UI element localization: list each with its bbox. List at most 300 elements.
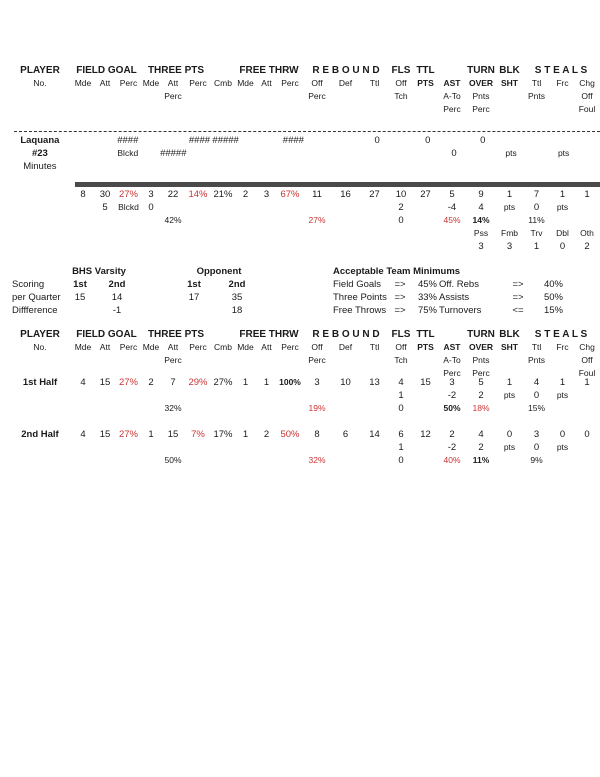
minimum-label: Turnovers	[439, 305, 482, 316]
empty-cell	[575, 214, 599, 227]
cell: 1	[533, 241, 540, 252]
empty-cell	[94, 240, 116, 253]
cell: Blckd	[118, 202, 139, 212]
cell: Perc	[164, 355, 182, 365]
cell: No.	[33, 342, 47, 352]
score-value: 35	[231, 292, 243, 303]
empty-cell	[235, 214, 256, 227]
cell: 10	[395, 189, 407, 200]
empty-cell	[277, 389, 303, 402]
cell: Att	[167, 342, 179, 352]
cell: A-To	[443, 91, 461, 101]
cell: 3	[449, 377, 455, 388]
empty-cell	[185, 201, 211, 214]
col-label: 2nd	[228, 279, 246, 290]
cell: Mde	[237, 342, 254, 352]
cell: Frc	[556, 78, 569, 88]
cell: TTL	[416, 65, 435, 76]
empty-cell	[141, 90, 161, 103]
empty-cell	[94, 214, 116, 227]
empty-cell	[185, 441, 211, 454]
empty-cell	[363, 160, 392, 173]
cell: 50%	[164, 455, 182, 465]
cell: 9%	[530, 455, 543, 465]
empty-cell	[331, 389, 360, 402]
empty-cell	[392, 147, 416, 160]
cell: Perc	[472, 368, 490, 378]
cell: 0	[559, 241, 566, 252]
empty-cell	[211, 103, 235, 116]
empty-cell	[211, 214, 235, 227]
empty-cell	[498, 160, 525, 173]
row-label-per-quarter: per Quarter	[12, 292, 61, 303]
cell: TTL	[416, 329, 435, 340]
empty-cell	[331, 214, 360, 227]
cell: 1	[398, 442, 404, 453]
cell: PTS	[417, 342, 434, 352]
row-label-difference: Diffference	[12, 305, 58, 316]
empty-cell	[576, 134, 600, 147]
empty-cell	[8, 240, 72, 253]
empty-cell	[303, 103, 331, 116]
empty-cell	[94, 160, 116, 173]
empty-cell	[392, 134, 416, 147]
cell: Chg	[579, 342, 595, 352]
cell: 6	[398, 429, 404, 440]
empty-cell	[116, 240, 141, 253]
empty-cell	[185, 227, 211, 240]
cell: 1	[242, 429, 249, 440]
empty-cell	[211, 354, 235, 367]
empty-cell	[468, 147, 498, 160]
empty-cell	[360, 441, 389, 454]
cell: 27%	[308, 215, 326, 225]
cell: 0	[533, 442, 540, 453]
cell: Off	[395, 342, 407, 352]
cell: 14	[369, 429, 380, 440]
cell: 5	[449, 189, 455, 200]
cell: SHT	[501, 78, 518, 88]
cell: -2	[447, 390, 457, 401]
cell: 3	[263, 189, 270, 200]
empty-cell	[306, 147, 334, 160]
cell: Minutes	[23, 161, 57, 172]
cell: 2	[584, 241, 590, 252]
empty-cell	[211, 328, 235, 341]
empty-cell	[413, 103, 438, 116]
empty-cell	[415, 160, 440, 173]
cell: 1	[506, 377, 513, 388]
diff-value: -1	[112, 305, 122, 316]
empty-cell	[277, 90, 303, 103]
empty-cell	[496, 454, 523, 467]
empty-cell	[360, 389, 389, 402]
empty-cell	[277, 240, 303, 253]
cell: Att	[99, 342, 111, 352]
cell: 15	[167, 429, 179, 440]
empty-cell	[413, 354, 438, 367]
cell: 14%	[472, 215, 490, 225]
cell: 4	[478, 202, 484, 213]
cell: 15	[99, 377, 111, 388]
cell: 12	[420, 429, 431, 440]
minimums-title: Acceptable Team Minimums	[333, 266, 461, 277]
cell: Mde	[142, 342, 160, 352]
score-value: 17	[188, 292, 200, 303]
empty-cell	[360, 240, 389, 253]
empty-cell	[94, 354, 116, 367]
empty-cell	[186, 160, 212, 173]
empty-cell	[141, 454, 161, 467]
cell: Ttl	[531, 342, 542, 352]
empty-cell	[331, 90, 360, 103]
cell: pts	[556, 202, 569, 212]
cell: 10	[340, 377, 351, 388]
empty-cell	[551, 160, 576, 173]
cell: 0	[398, 455, 404, 466]
empty-cell	[551, 134, 576, 147]
empty-cell	[141, 402, 161, 415]
cell: 8	[314, 429, 320, 440]
empty-cell	[62, 304, 98, 317]
cell: TURN	[467, 329, 495, 340]
empty-cell	[438, 64, 466, 77]
cell: -2	[447, 442, 457, 453]
empty-cell	[575, 201, 599, 214]
empty-cell	[72, 389, 94, 402]
minimum-value: 50%	[543, 292, 563, 303]
empty-cell	[116, 441, 141, 454]
cell: pts	[503, 390, 516, 400]
cell: 18%	[472, 403, 490, 413]
cell: 27	[420, 189, 431, 200]
minimum-operator: =>	[394, 305, 406, 316]
empty-cell	[161, 201, 185, 214]
cell: 1	[559, 189, 566, 200]
empty-cell	[277, 402, 303, 415]
empty-cell	[8, 402, 72, 415]
empty-cell	[235, 103, 256, 116]
empty-cell	[331, 103, 360, 116]
cell: #23	[31, 148, 48, 159]
cell: pts	[503, 442, 516, 452]
cell: 50%	[280, 429, 300, 440]
empty-cell	[212, 147, 238, 160]
minimum-label: Off. Rebs	[439, 279, 479, 290]
cell: Pnts	[527, 355, 545, 365]
cell: pts	[503, 202, 516, 212]
minimum-value: 40%	[543, 279, 563, 290]
minimum-operator: =>	[512, 292, 524, 303]
empty-cell	[277, 227, 303, 240]
empty-cell	[8, 354, 72, 367]
cell: 17%	[213, 429, 233, 440]
quarter-summary-table	[12, 265, 262, 317]
empty-cell	[468, 160, 498, 173]
empty-cell	[141, 227, 161, 240]
empty-cell	[331, 402, 360, 415]
cell: FREE THRW	[239, 329, 299, 340]
cell: 11%	[528, 215, 545, 225]
empty-cell	[256, 389, 277, 402]
empty-cell	[140, 134, 160, 147]
cell: 40%	[443, 455, 461, 465]
cell: 0	[533, 202, 540, 213]
cell: 1	[506, 189, 513, 200]
empty-cell	[303, 389, 331, 402]
player-row-laquana	[8, 134, 600, 173]
minimum-operator: =>	[512, 279, 524, 290]
stats-header-table-2	[8, 328, 599, 380]
empty-cell	[94, 454, 116, 467]
empty-cell	[440, 160, 468, 173]
empty-cell	[8, 389, 72, 402]
empty-cell	[496, 90, 523, 103]
diff-value: 18	[231, 305, 243, 316]
empty-cell	[116, 389, 141, 402]
empty-cell	[185, 240, 211, 253]
minimum-operator: =>	[394, 279, 406, 290]
cell: Off	[581, 91, 593, 101]
cell: 30	[99, 189, 111, 200]
cell: Off	[581, 355, 593, 365]
cell: 5	[478, 377, 484, 388]
cell: Perc	[281, 342, 299, 352]
col-label: 1st	[73, 279, 87, 290]
empty-cell	[72, 214, 94, 227]
empty-cell	[496, 354, 523, 367]
cell: ####	[188, 135, 211, 146]
empty-cell	[160, 160, 186, 173]
empty-cell	[280, 160, 306, 173]
empty-cell	[550, 402, 575, 415]
cell: 0	[533, 390, 540, 401]
opponent-name: Opponent	[196, 266, 242, 277]
empty-cell	[94, 402, 116, 415]
first-half-row	[8, 376, 599, 415]
cell: Perc	[281, 78, 299, 88]
cell: 1	[559, 377, 566, 388]
empty-cell	[116, 103, 141, 116]
empty-cell	[94, 389, 116, 402]
totals-divider-bar	[75, 182, 600, 187]
empty-cell	[363, 147, 392, 160]
empty-cell	[8, 214, 72, 227]
empty-cell	[413, 240, 438, 253]
cell: 2	[148, 377, 154, 388]
empty-cell	[185, 103, 211, 116]
empty-cell	[550, 214, 575, 227]
cell: 27%	[118, 189, 138, 200]
empty-cell	[260, 160, 281, 173]
cell: Off	[311, 342, 323, 352]
empty-cell	[277, 441, 303, 454]
cell: Mde	[142, 78, 160, 88]
empty-cell	[256, 103, 277, 116]
empty-cell	[235, 227, 256, 240]
cell: 4	[478, 429, 484, 440]
cell: 45%	[443, 215, 461, 225]
cell: TURN	[467, 65, 495, 76]
cell: 3	[314, 377, 320, 388]
cell: Pnts	[472, 91, 490, 101]
empty-cell	[12, 265, 62, 278]
empty-cell	[235, 441, 256, 454]
cell: PTS	[417, 78, 434, 88]
cell: 14%	[188, 189, 208, 200]
empty-cell	[72, 354, 94, 367]
cell: AST	[443, 78, 461, 88]
empty-cell	[550, 354, 575, 367]
cell: A-To	[443, 355, 461, 365]
empty-cell	[161, 389, 185, 402]
empty-cell	[575, 402, 599, 415]
cell: pts	[556, 442, 569, 452]
cell: 9	[478, 189, 484, 200]
cell: 1	[148, 429, 154, 440]
empty-cell	[256, 354, 277, 367]
empty-cell	[176, 304, 212, 317]
cell: Perc	[189, 78, 207, 88]
empty-cell	[389, 240, 413, 253]
cell: 50%	[443, 403, 461, 413]
cell: 1st Half	[22, 377, 58, 388]
cell: 0	[148, 202, 154, 213]
empty-cell	[136, 278, 176, 291]
cell: 27%	[213, 377, 233, 388]
empty-cell	[360, 227, 389, 240]
empty-cell	[360, 214, 389, 227]
cell: FLS	[391, 65, 411, 76]
empty-cell	[8, 188, 72, 201]
cell: 15	[99, 429, 111, 440]
empty-cell	[116, 354, 141, 367]
empty-cell	[211, 402, 235, 415]
empty-cell	[331, 454, 360, 467]
cell: pts	[557, 148, 570, 158]
empty-cell	[185, 214, 211, 227]
empty-cell	[185, 402, 211, 415]
empty-cell	[360, 402, 389, 415]
empty-cell	[136, 291, 176, 304]
cell: BLK	[499, 329, 520, 340]
cell: ####	[117, 135, 139, 146]
cell: Perc	[472, 104, 490, 114]
cell: Perc	[308, 91, 326, 101]
cell: Trv	[530, 228, 543, 238]
empty-cell	[72, 240, 94, 253]
cell: S T E A L S	[534, 329, 588, 340]
empty-cell	[415, 147, 440, 160]
cell: 0	[559, 429, 566, 440]
cell: Ttl	[369, 342, 380, 352]
empty-cell	[8, 454, 72, 467]
cell: Ttl	[531, 78, 542, 88]
empty-cell	[334, 147, 363, 160]
cell: S T E A L S	[534, 65, 588, 76]
cell: 4	[398, 377, 404, 388]
empty-cell	[185, 354, 211, 367]
empty-cell	[72, 454, 94, 467]
empty-cell	[523, 103, 550, 116]
empty-cell	[160, 134, 186, 147]
cell: Def	[338, 342, 353, 352]
cell: 2	[478, 390, 484, 401]
empty-cell	[235, 454, 256, 467]
empty-cell	[185, 389, 211, 402]
cell: 11%	[472, 455, 490, 465]
empty-cell	[306, 134, 334, 147]
cell: 3	[478, 241, 484, 252]
score-value: 14	[111, 292, 123, 303]
empty-cell	[389, 103, 413, 116]
empty-cell	[277, 103, 303, 116]
cell: 2	[449, 429, 455, 440]
cell: 2	[478, 442, 484, 453]
empty-cell	[94, 103, 116, 116]
cell: 100%	[279, 377, 301, 387]
empty-cell	[360, 201, 389, 214]
cell: Cmb	[214, 342, 232, 352]
empty-cell	[136, 265, 176, 278]
empty-cell	[115, 160, 140, 173]
cell: Off	[311, 78, 323, 88]
empty-cell	[524, 147, 551, 160]
cell: Tch	[394, 355, 408, 365]
cell: ####	[282, 135, 304, 146]
empty-cell	[575, 389, 599, 402]
empty-cell	[331, 240, 360, 253]
cell: THREE PTS	[147, 65, 205, 76]
col-label: 2nd	[108, 279, 126, 290]
empty-cell	[260, 147, 281, 160]
empty-cell	[277, 214, 303, 227]
cell: -4	[447, 202, 457, 213]
empty-cell	[141, 389, 161, 402]
cell: AST	[443, 342, 461, 352]
empty-cell	[94, 90, 116, 103]
cell: Perc	[443, 104, 461, 114]
cell: 3	[506, 241, 513, 252]
cell: 4	[80, 429, 86, 440]
cell: 0	[398, 215, 404, 226]
empty-cell	[94, 227, 116, 240]
empty-cell	[141, 103, 161, 116]
cell: Cmb	[214, 78, 232, 88]
empty-cell	[235, 90, 256, 103]
cell: 1	[242, 377, 249, 388]
empty-cell	[280, 147, 306, 160]
empty-cell	[8, 201, 72, 214]
score-value: 15	[74, 292, 86, 303]
cell: 3	[148, 189, 154, 200]
cell: FIELD GOAL	[76, 329, 137, 340]
empty-cell	[8, 103, 72, 116]
empty-cell	[72, 441, 94, 454]
minimum-label: Assists	[439, 292, 470, 303]
empty-cell	[303, 240, 331, 253]
empty-cell	[303, 441, 331, 454]
team-minimums-table	[333, 265, 565, 317]
empty-cell	[496, 103, 523, 116]
cell: pts	[556, 390, 569, 400]
empty-cell	[235, 402, 256, 415]
empty-cell	[140, 160, 160, 173]
cell: 5	[102, 202, 108, 213]
cell: 0	[374, 135, 380, 146]
cell: FIELD GOAL	[76, 65, 137, 76]
cell: BLK	[499, 65, 520, 76]
